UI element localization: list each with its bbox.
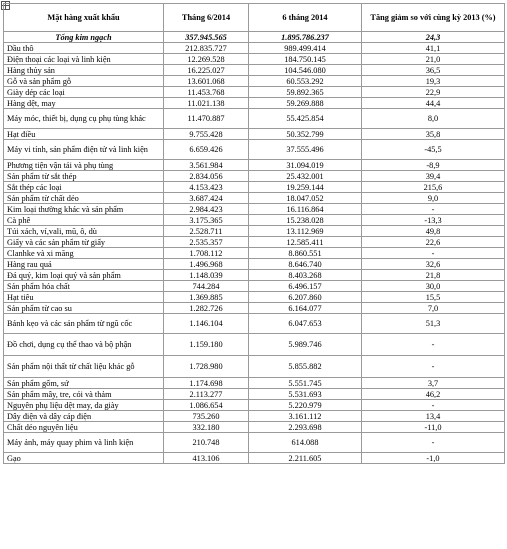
table-header-row (4, 4, 505, 32)
change-percent-cell: 35,8 (362, 129, 505, 140)
six-months-value-cell: 60.553.292 (249, 76, 362, 87)
item-name-cell: Hàng dệt, may (4, 98, 164, 109)
june-value-cell: 1.148.039 (164, 270, 249, 281)
six-months-value-cell: 6.207.860 (249, 292, 362, 303)
change-percent-cell: - (362, 433, 505, 453)
june-value-cell: 6.659.426 (164, 140, 249, 160)
june-value-cell: 4.153.423 (164, 182, 249, 193)
six-months-value-cell: 989.499.414 (249, 43, 362, 54)
table-row (4, 303, 505, 314)
change-percent-cell: 9,0 (362, 193, 505, 204)
six-months-value-cell: 15.238.028 (249, 215, 362, 226)
six-months-value-cell: 104.546.080 (249, 65, 362, 76)
june-value-cell: 1.728.980 (164, 356, 249, 378)
table-row (4, 65, 505, 76)
item-name-cell: Sản phẩm mây, tre, cói và thảm (4, 389, 164, 400)
item-name-cell: Bánh kẹo và các sản phẩm từ ngũ cốc (4, 314, 164, 334)
change-percent-cell: 51,3 (362, 314, 505, 334)
june-value-cell: 16.225.027 (164, 65, 249, 76)
change-percent-cell: -11,0 (362, 422, 505, 433)
table-row (4, 215, 505, 226)
item-name-cell: Kim loại thường khác và sản phẩm (4, 204, 164, 215)
june-value-cell: 1.086.654 (164, 400, 249, 411)
six-months-value-cell: 12.585.411 (249, 237, 362, 248)
june-value-cell: 11.021.138 (164, 98, 249, 109)
item-name-cell: Phương tiện vận tải và phụ tùng (4, 160, 164, 171)
item-name-cell: Sản phẩm nội thất từ chất liệu khác gỗ (4, 356, 164, 378)
change-percent-cell: 7,0 (362, 303, 505, 314)
table-row (4, 226, 505, 237)
change-percent-cell: 13,4 (362, 411, 505, 422)
six-months-value-cell: 19.259.144 (249, 182, 362, 193)
item-name-cell: Điện thoại các loại và linh kiện (4, 54, 164, 65)
june-value-cell: 1.146.104 (164, 314, 249, 334)
item-name-cell: Sản phẩm từ chất dẻo (4, 193, 164, 204)
six-months-value-cell: 5.551.745 (249, 378, 362, 389)
table-row (4, 378, 505, 389)
june-value-cell: 2.984.423 (164, 204, 249, 215)
table-row (4, 76, 505, 87)
six-months-value-cell: 5.989.746 (249, 334, 362, 356)
item-name-cell: Dầu thô (4, 43, 164, 54)
table-row (4, 259, 505, 270)
six-months-value-cell: 2.293.698 (249, 422, 362, 433)
col-header-june: Tháng 6/2014 (164, 4, 249, 32)
six-months-value-cell: 37.555.496 (249, 140, 362, 160)
six-months-value-cell: 6.496.157 (249, 281, 362, 292)
table-row (4, 292, 505, 303)
item-name-cell: Máy vi tính, sản phẩm điện tử và linh kiện (4, 140, 164, 160)
june-value-cell: 744.284 (164, 281, 249, 292)
change-percent-cell: -1,0 (362, 453, 505, 464)
change-percent-cell: -13,3 (362, 215, 505, 226)
item-name-cell: Giày dép các loại (4, 87, 164, 98)
six-months-value-cell: 16.116.864 (249, 204, 362, 215)
change-percent-cell: 215,6 (362, 182, 505, 193)
col-header-change: Tăng giảm so với cùng kỳ 2013 (%) (362, 4, 505, 32)
item-name-cell: Gỗ và sản phẩm gỗ (4, 76, 164, 87)
six-months-value-cell: 5.220.979 (249, 400, 362, 411)
june-value-cell: 212.835.727 (164, 43, 249, 54)
six-months-value-cell: 31.094.019 (249, 160, 362, 171)
change-percent-cell: - (362, 400, 505, 411)
table-row (4, 237, 505, 248)
june-value-cell: 735.260 (164, 411, 249, 422)
change-percent-cell: - (362, 248, 505, 259)
change-percent-cell: 15,5 (362, 292, 505, 303)
total-change-cell: 24,3 (362, 32, 505, 43)
six-months-value-cell: 50.352.799 (249, 129, 362, 140)
six-months-value-cell: 18.047.052 (249, 193, 362, 204)
change-percent-cell: 22,9 (362, 87, 505, 98)
change-percent-cell: 21,0 (362, 54, 505, 65)
six-months-value-cell: 8.646.740 (249, 259, 362, 270)
total-name-cell: Tổng kim ngạch (4, 32, 164, 43)
change-percent-cell: - (362, 356, 505, 378)
item-name-cell: Hàng thủy sản (4, 65, 164, 76)
table-row (4, 129, 505, 140)
six-months-value-cell: 614.088 (249, 433, 362, 453)
six-months-value-cell: 13.112.969 (249, 226, 362, 237)
table-row (4, 54, 505, 65)
six-months-value-cell: 25.432.001 (249, 171, 362, 182)
june-value-cell: 3.561.984 (164, 160, 249, 171)
june-value-cell: 2.113.277 (164, 389, 249, 400)
item-name-cell: Hạt điều (4, 129, 164, 140)
change-percent-cell: -45,5 (362, 140, 505, 160)
item-name-cell: Hạt tiêu (4, 292, 164, 303)
six-months-value-cell: 5.531.693 (249, 389, 362, 400)
june-value-cell: 3.175.365 (164, 215, 249, 226)
table-row (4, 87, 505, 98)
change-percent-cell: 32,6 (362, 259, 505, 270)
june-value-cell: 13.601.068 (164, 76, 249, 87)
total-june-cell: 357.945.565 (164, 32, 249, 43)
table-row (4, 43, 505, 54)
table-row (4, 281, 505, 292)
june-value-cell: 12.269.528 (164, 54, 249, 65)
six-months-value-cell: 6.164.077 (249, 303, 362, 314)
table-row (4, 109, 505, 129)
item-name-cell: Giấy và các sản phẩm từ giấy (4, 237, 164, 248)
june-value-cell: 1.174.698 (164, 378, 249, 389)
six-months-value-cell: 8.860.551 (249, 248, 362, 259)
table-row (4, 356, 505, 378)
six-months-value-cell: 2.211.605 (249, 453, 362, 464)
item-name-cell: Chất dẻo nguyên liệu (4, 422, 164, 433)
item-name-cell: Sản phẩm từ sắt thép (4, 171, 164, 182)
item-name-cell: Sản phẩm hóa chất (4, 281, 164, 292)
change-percent-cell: - (362, 204, 505, 215)
change-percent-cell: - (362, 334, 505, 356)
june-value-cell: 1.159.180 (164, 334, 249, 356)
june-value-cell: 1.369.885 (164, 292, 249, 303)
change-percent-cell: 19,3 (362, 76, 505, 87)
item-name-cell: Đá quý, kim loại quý và sản phẩm (4, 270, 164, 281)
change-percent-cell: 8,0 (362, 109, 505, 129)
june-value-cell: 2.528.711 (164, 226, 249, 237)
total-six-months-cell: 1.895.786.237 (249, 32, 362, 43)
six-months-value-cell: 6.047.653 (249, 314, 362, 334)
col-header-six-months: 6 tháng 2014 (249, 4, 362, 32)
six-months-value-cell: 59.892.365 (249, 87, 362, 98)
table-row (4, 422, 505, 433)
six-months-value-cell: 3.161.112 (249, 411, 362, 422)
table-row (4, 160, 505, 171)
june-value-cell: 332.180 (164, 422, 249, 433)
six-months-value-cell: 5.855.882 (249, 356, 362, 378)
item-name-cell: Gạo (4, 453, 164, 464)
table-row (4, 193, 505, 204)
col-header-item: Mặt hàng xuất khẩu (4, 4, 164, 32)
june-value-cell: 3.687.424 (164, 193, 249, 204)
june-value-cell: 413.106 (164, 453, 249, 464)
item-name-cell: Hàng rau quả (4, 259, 164, 270)
table-row (4, 433, 505, 453)
table-row (4, 314, 505, 334)
change-percent-cell: 41,1 (362, 43, 505, 54)
change-percent-cell: 39,4 (362, 171, 505, 182)
export-table (3, 3, 505, 464)
change-percent-cell: 44,4 (362, 98, 505, 109)
june-value-cell: 11.453.768 (164, 87, 249, 98)
table-row (4, 270, 505, 281)
table-row (4, 334, 505, 356)
item-name-cell: Clanhke và xi măng (4, 248, 164, 259)
item-name-cell: Đồ chơi, dụng cụ thể thao và bộ phận (4, 334, 164, 356)
june-value-cell: 1.708.112 (164, 248, 249, 259)
june-value-cell: 2.535.357 (164, 237, 249, 248)
six-months-value-cell: 8.403.268 (249, 270, 362, 281)
june-value-cell: 210.748 (164, 433, 249, 453)
item-name-cell: Sản phẩm gốm, sứ (4, 378, 164, 389)
june-value-cell: 1.496.968 (164, 259, 249, 270)
table-row (4, 171, 505, 182)
item-name-cell: Túi xách, ví,vali, mũ, ô, dù (4, 226, 164, 237)
change-percent-cell: 46,2 (362, 389, 505, 400)
june-value-cell: 1.282.726 (164, 303, 249, 314)
table-row (4, 453, 505, 464)
change-percent-cell: -8,9 (362, 160, 505, 171)
table-row (4, 98, 505, 109)
june-value-cell: 2.834.056 (164, 171, 249, 182)
table-row (4, 182, 505, 193)
item-name-cell: Máy ảnh, máy quay phim và linh kiện (4, 433, 164, 453)
change-percent-cell: 49,8 (362, 226, 505, 237)
item-name-cell: Nguyên phụ liệu dệt may, da giày (4, 400, 164, 411)
item-name-cell: Dây điện và dây cáp điện (4, 411, 164, 422)
change-percent-cell: 22,6 (362, 237, 505, 248)
table-row (4, 389, 505, 400)
item-name-cell: Sản phẩm từ cao su (4, 303, 164, 314)
change-percent-cell: 30,0 (362, 281, 505, 292)
june-value-cell: 9.755.428 (164, 129, 249, 140)
june-value-cell: 11.470.887 (164, 109, 249, 129)
item-name-cell: Cà phê (4, 215, 164, 226)
change-percent-cell: 21,8 (362, 270, 505, 281)
item-name-cell: Sắt thép các loại (4, 182, 164, 193)
item-name-cell: Máy móc, thiết bị, dụng cụ phụ tùng khác (4, 109, 164, 129)
table-row (4, 411, 505, 422)
change-percent-cell: 3,7 (362, 378, 505, 389)
table-row (4, 204, 505, 215)
six-months-value-cell: 184.750.145 (249, 54, 362, 65)
six-months-value-cell: 55.425.854 (249, 109, 362, 129)
table-row (4, 400, 505, 411)
six-months-value-cell: 59.269.888 (249, 98, 362, 109)
change-percent-cell: 36,5 (362, 65, 505, 76)
table-row (4, 248, 505, 259)
total-row (4, 32, 505, 43)
table-row (4, 140, 505, 160)
